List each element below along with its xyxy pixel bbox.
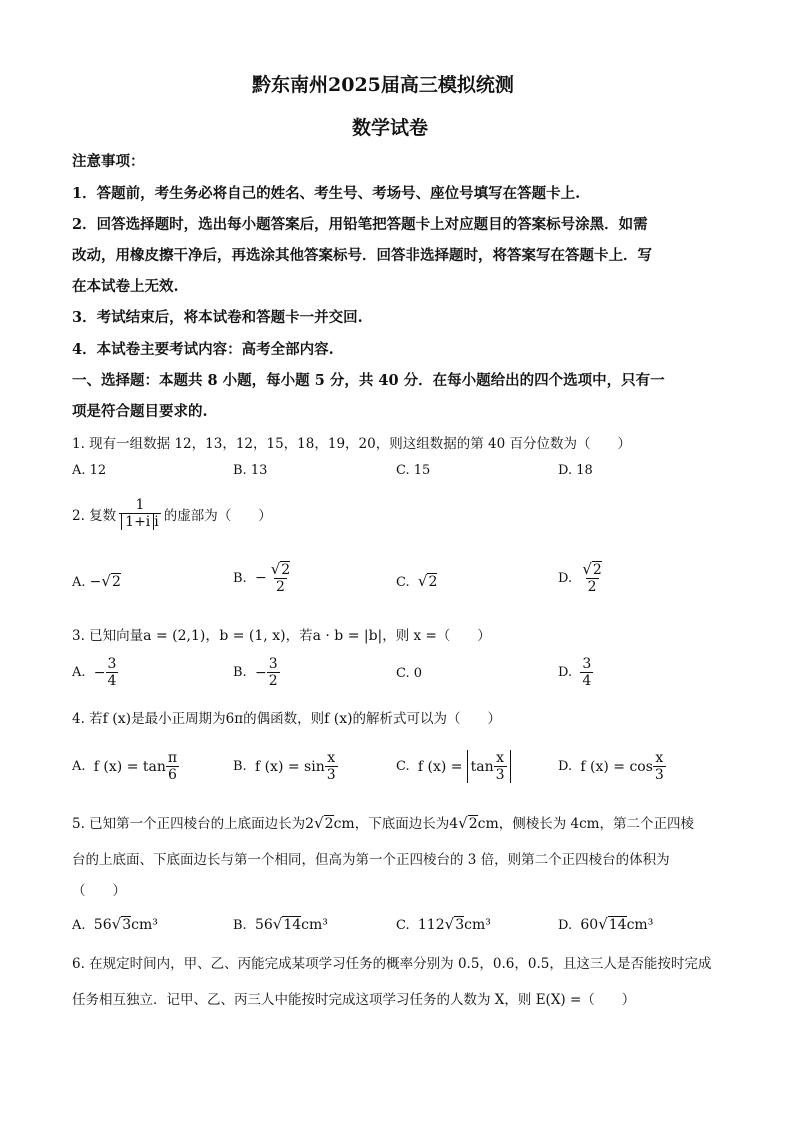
question-3-option-d: D. $\frac{3}{4}$ xyxy=(558,656,592,690)
vector-a: a = (2,1)， xyxy=(143,628,220,644)
note-3: 3．考试结束后，将本试卷和答题卡一并交回. xyxy=(72,309,363,326)
question-2-option-b: B. − $\frac{√2}{2}$ xyxy=(233,560,291,596)
question-4-option-a: A. f (x) = tan $\frac{\pi}{6}$ xyxy=(72,750,178,784)
note-2-line-2: 改动，用橡皮擦干净后，再选涂其他答案标号．回答非选择题时，将答案写在答题卡上．写 xyxy=(72,247,652,264)
question-2-option-d: D. $\frac{√2}{2}$ xyxy=(558,560,602,596)
question-4-option-b: B. f (x) = sin $\frac{x}{3}$ xyxy=(233,750,336,784)
section-1-line-2: 项是符合题目要求的. xyxy=(72,403,208,420)
question-5-option-c: C. 112√3cm³ xyxy=(396,915,491,933)
question-4-stem: 4. 若f (x)是最小正周期为6π的偶函数，则f (x)的解析式可以为（ ） xyxy=(72,711,502,727)
vector-b: b = (1, x) xyxy=(219,628,286,644)
question-1-option-a: A. 12 xyxy=(72,463,107,478)
question-1-stem: 1. 现有一组数据 12，13，12，15，18，19，20，则这组数据的第 40 百分位数为（ ） xyxy=(72,436,631,452)
question-2-stem-post: 的虚部为（ ） xyxy=(163,507,272,524)
question-2-numerator: 1 xyxy=(135,497,145,513)
note-1: 1．答题前，考生务必将自己的姓名、考生号、考场号、座位号填写在答题卡上. xyxy=(72,185,581,202)
question-5-option-b: B. 56√14cm³ xyxy=(233,915,328,933)
question-1-option-b: B. 13 xyxy=(233,463,268,478)
page-title: 黔东南州2025届高三模拟统测 xyxy=(252,74,514,96)
note-2-line-1: 2．回答选择题时，选出每小题答案后，用铅笔把答题卡上对应题目的答案标号涂黑．如需 xyxy=(72,216,648,233)
question-2-option-c: C. √2 xyxy=(396,572,438,590)
question-2-fraction xyxy=(119,497,161,530)
note-2-line-3: 在本试卷上无效. xyxy=(72,278,179,295)
question-3-stem: 3. 已知向量a = (2,1)，b = (1, x)，若a · b = |b|，则 x =（ ） xyxy=(72,628,491,644)
question-3-option-a: A. − $\frac{3}{4}$ xyxy=(72,656,117,690)
question-2-denominator: 1+i i xyxy=(119,513,161,530)
question-5-line-1: 5. 已知第一个正四棱台的上底面边长为2√2cm，下底面边长为4√2cm，侧棱长为 4cm，第二个正四棱 xyxy=(72,814,694,832)
question-5-option-a: A. 56√3cm³ xyxy=(72,915,158,933)
question-5-option-d: D. 60√14cm³ xyxy=(558,915,654,933)
notes-heading: 注意事项： xyxy=(72,153,145,170)
question-2-stem xyxy=(72,497,272,530)
question-6-line-1: 6. 在规定时间内，甲、乙、丙能完成某项学习任务的概率分别为 0.5，0.6，0.5，且这三人是否能按时完成 xyxy=(72,956,712,972)
question-3-option-c: C. 0 xyxy=(396,666,423,681)
page-subtitle: 数学试卷 xyxy=(352,117,429,139)
condition: a · b = |b| xyxy=(312,628,383,644)
note-4: 4．本试卷主要考试内容：高考全部内容. xyxy=(72,341,334,358)
question-5-line-3: （ ） xyxy=(72,883,126,899)
question-6-line-2: 任务相互独立．记甲、乙、丙三人中能按时完成这项学习任务的人数为 X，则 E(X) =（ ） xyxy=(72,992,636,1008)
question-2-option-a: A. −√2 xyxy=(72,572,121,590)
question-4-option-d: D. f (x) = cos $\frac{x}{3}$ xyxy=(558,750,664,784)
question-2-stem-pre: 2. 复数 xyxy=(72,507,117,524)
question-4-option-c: C. f (x) = tan $\frac{x}{3}$ xyxy=(396,750,511,783)
question-3-option-b: B. − $\frac{3}{2}$ xyxy=(233,656,278,690)
question-1-option-d: D. 18 xyxy=(558,463,593,478)
question-1-option-c: C. 15 xyxy=(396,463,431,478)
question-5-line-2: 台的上底面、下底面边长与第一个相同，但高为第一个正四棱台的 3 倍，则第二个正四棱台的体积为 xyxy=(72,852,670,868)
section-1-line-1: 一、选择题：本题共 8 小题，每小题 5 分，共 40 分．在每小题给出的四个选项中，只有一 xyxy=(72,372,665,389)
